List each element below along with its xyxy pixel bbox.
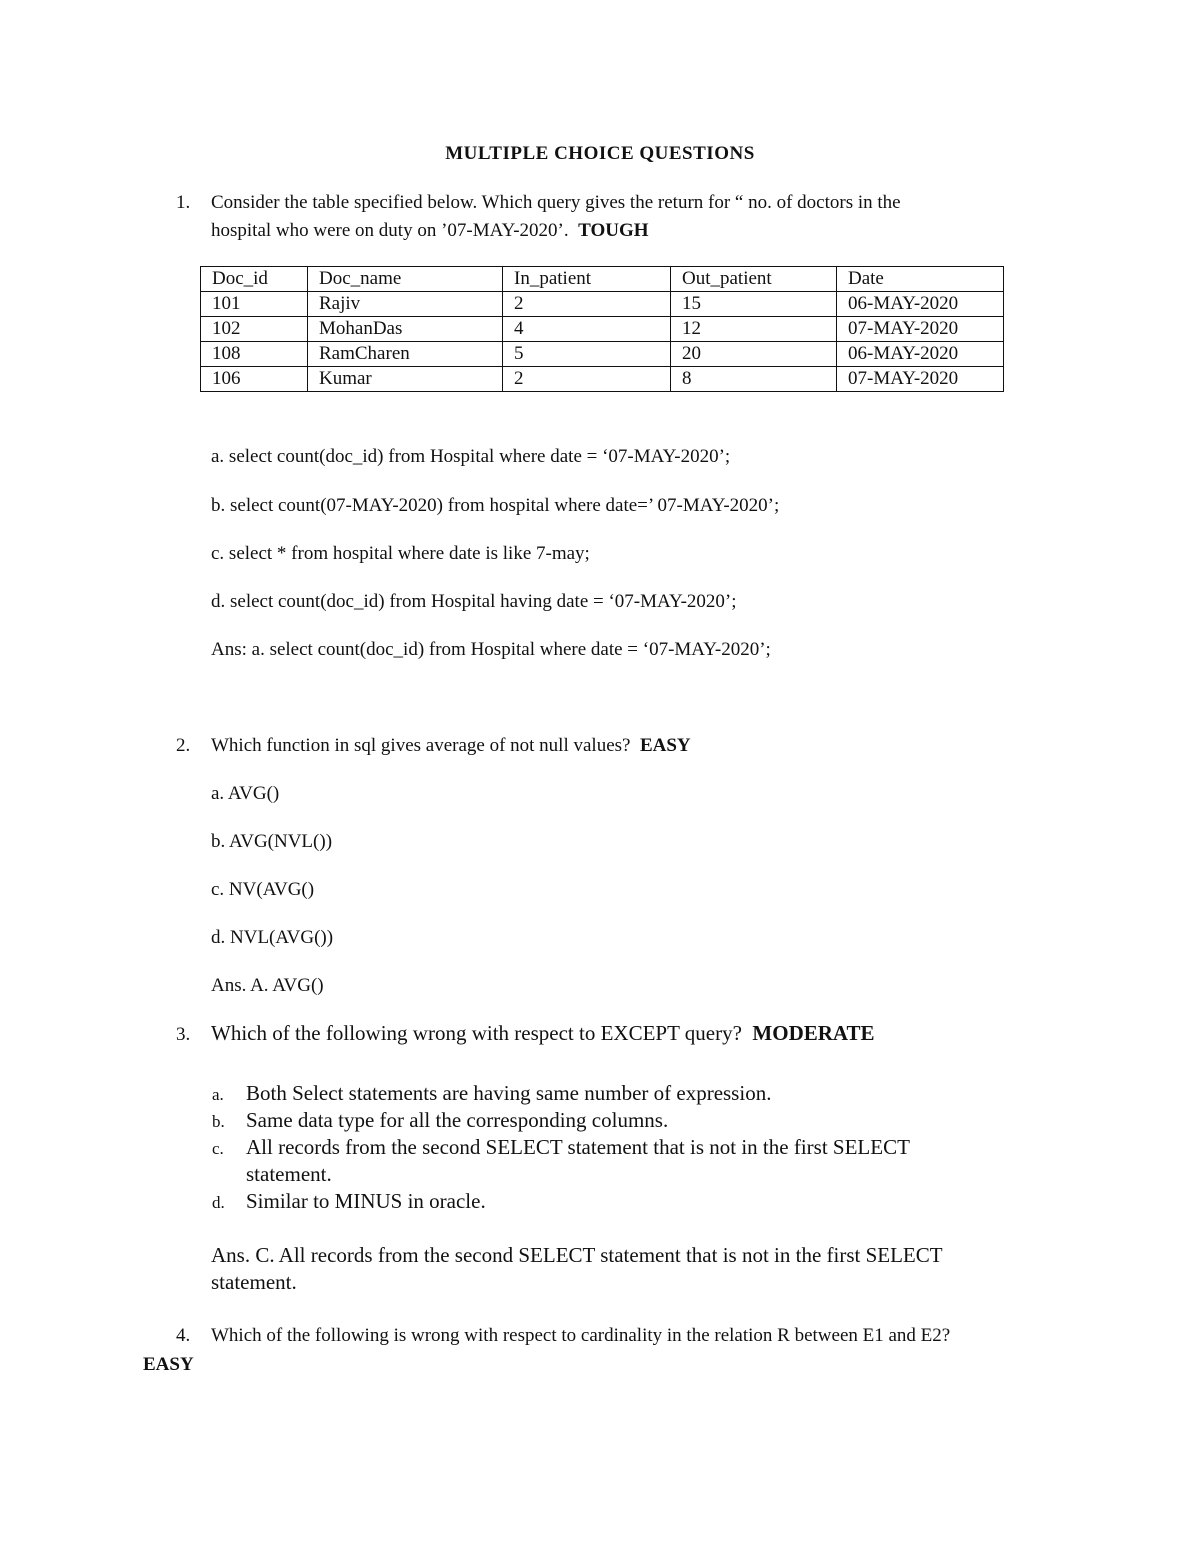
question-3-text: Which of the following wrong with respect to EXCEPT query? <box>211 1021 742 1045</box>
table-cell: Rajiv <box>308 292 503 317</box>
question-2-text-line <box>211 732 691 759</box>
question-3-option-a-letter: a. <box>212 1085 224 1104</box>
question-2-option-a: a. AVG() <box>211 783 280 804</box>
table-cell: 2 <box>503 367 671 392</box>
table-cell: 4 <box>503 317 671 342</box>
question-1-answer: Ans: a. select count(doc_id) from Hospital where date = ‘07-MAY-2020’; <box>211 639 771 660</box>
question-3-difficulty: MODERATE <box>752 1021 875 1045</box>
question-1-text-line2 <box>211 217 649 244</box>
table-row <box>201 367 1004 392</box>
table-cell: 5 <box>503 342 671 367</box>
question-1-text-line1: Consider the table specified below. Which query gives the return for “ no. of doctors in the <box>211 192 901 213</box>
question-3-option-b-letter: b. <box>212 1112 225 1131</box>
question-4-text: Which of the following is wrong with respect to cardinality in the relation R between E1 and E2? <box>211 1325 951 1346</box>
question-3-option-d-text: Similar to MINUS in oracle. <box>246 1189 486 1213</box>
table-cell: MohanDas <box>308 317 503 342</box>
table-cell: 2 <box>503 292 671 317</box>
question-2-option-c: c. NV(AVG() <box>211 879 315 900</box>
table-cell: 15 <box>671 292 837 317</box>
table-cell: RamCharen <box>308 342 503 367</box>
table-header-cell: Doc_name <box>308 267 503 292</box>
table-header-cell: In_patient <box>503 267 671 292</box>
question-3-answer-line2: statement. <box>211 1270 297 1294</box>
question-2-number: 2. <box>176 735 191 756</box>
question-3-answer-line1: Ans. C. All records from the second SELECT statement that is not in the first SELECT <box>211 1243 943 1267</box>
question-1-option-a: a. select count(doc_id) from Hospital where date = ‘07-MAY-2020’; <box>211 446 731 467</box>
question-3-option-b-text: Same data type for all the corresponding columns. <box>246 1108 669 1132</box>
question-3-text-line <box>211 1020 875 1047</box>
question-2-text: Which function in sql gives average of not null values? <box>211 735 631 756</box>
page-title: MULTIPLE CHOICE QUESTIONS <box>445 143 755 164</box>
table-header-row <box>201 267 1004 292</box>
table-cell: 101 <box>201 292 308 317</box>
question-3-option-a-text: Both Select statements are having same number of expression. <box>246 1081 772 1105</box>
table-cell: 07-MAY-2020 <box>837 317 1004 342</box>
question-3-option-c-text-cont: statement. <box>246 1162 332 1186</box>
table-header-cell: Out_patient <box>671 267 837 292</box>
table-cell: 06-MAY-2020 <box>837 292 1004 317</box>
table-row <box>201 342 1004 367</box>
hospital-table <box>200 266 1004 392</box>
table-cell: 06-MAY-2020 <box>837 342 1004 367</box>
table-cell: Kumar <box>308 367 503 392</box>
table-cell: 20 <box>671 342 837 367</box>
table-cell: 102 <box>201 317 308 342</box>
question-4-number: 4. <box>176 1325 191 1346</box>
table-cell: 07-MAY-2020 <box>837 367 1004 392</box>
table-cell: 106 <box>201 367 308 392</box>
question-3-number: 3. <box>176 1024 191 1045</box>
question-2-option-d: d. NVL(AVG()) <box>211 927 334 948</box>
table-header-cell: Doc_id <box>201 267 308 292</box>
question-3-option-c-text: All records from the second SELECT statement that is not in the first SELECT <box>246 1135 910 1159</box>
table-row <box>201 317 1004 342</box>
table-header-cell: Date <box>837 267 1004 292</box>
question-1-option-c: c. select * from hospital where date is like 7-may; <box>211 543 590 564</box>
table-row <box>201 292 1004 317</box>
question-1-text-line2-content: hospital who were on duty on ’07-MAY-2020’. <box>211 220 569 241</box>
question-4-difficulty: EASY <box>143 1354 194 1375</box>
question-1-option-b: b. select count(07-MAY-2020) from hospital where date=’ 07-MAY-2020’; <box>211 495 780 516</box>
question-3-option-d-letter: d. <box>212 1193 225 1212</box>
table-cell: 108 <box>201 342 308 367</box>
question-2-answer: Ans. A. AVG() <box>211 975 324 996</box>
question-2-difficulty: EASY <box>639 735 691 756</box>
table-cell: 8 <box>671 367 837 392</box>
question-1-number: 1. <box>176 192 191 213</box>
question-2-option-b: b. AVG(NVL()) <box>211 831 333 852</box>
question-1-difficulty: TOUGH <box>578 220 649 241</box>
question-3-option-c-letter: c. <box>212 1139 224 1158</box>
question-1-option-d: d. select count(doc_id) from Hospital having date = ‘07-MAY-2020’; <box>211 591 737 612</box>
table-cell: 12 <box>671 317 837 342</box>
